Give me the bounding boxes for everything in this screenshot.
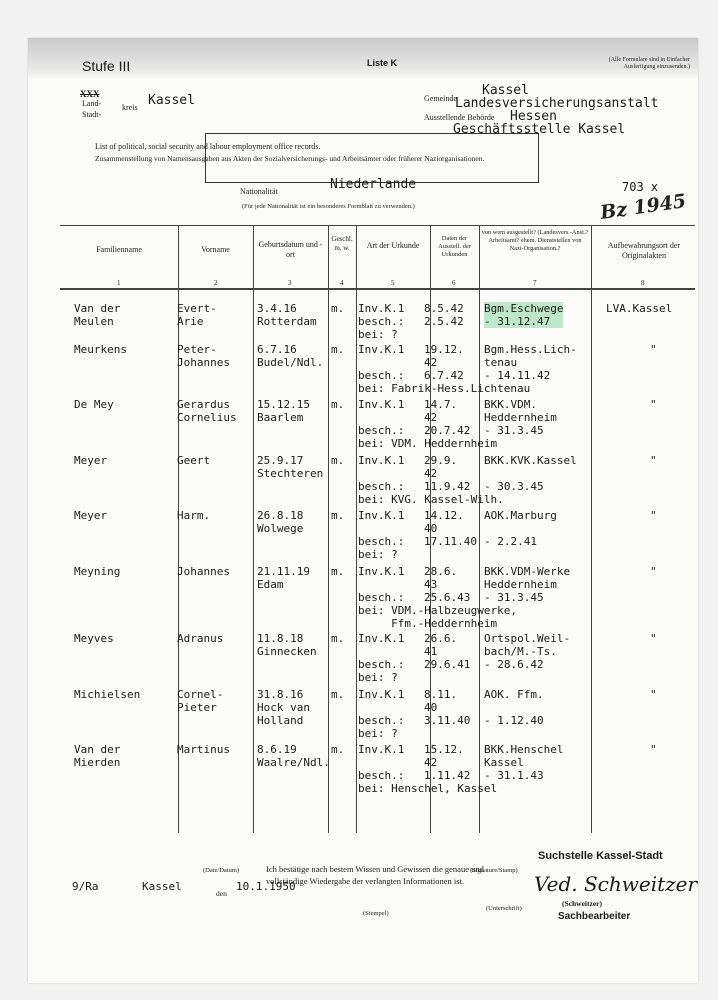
cell-familienname: Meyves xyxy=(74,632,114,645)
nationality-note: (Für jede Nationalität ist ein besonderes Formblatt zu verwenden.) xyxy=(242,203,415,210)
cell-art: Inv.K.1 besch.: bei: Henschel, Kassel xyxy=(358,743,498,795)
cell-aufbewahrungsort: " xyxy=(650,398,657,411)
cell-geschl: m. xyxy=(331,632,345,645)
col-divider-7 xyxy=(591,225,592,833)
cell-geschl: m. xyxy=(331,565,345,578)
title-english: List of political, social security and labour employment office records. xyxy=(95,142,321,151)
title-german: Zusammenstellung von Namensausgaben aus Akten der Sozialversicherungs- und Arbeitsämter oder früherer Naziorganisationen. xyxy=(95,154,485,163)
kreis-label: kreis xyxy=(122,103,138,112)
unterschrift-label: (Unterschrift) xyxy=(486,905,522,912)
cell-familienname: Meyer xyxy=(74,509,108,522)
stadt-label: Stadt- xyxy=(82,110,102,119)
cell-geburt: 26.8.18 Wolwege xyxy=(257,509,304,535)
cell-geschl: m. xyxy=(331,688,345,701)
col-divider-2 xyxy=(253,225,254,833)
col-header-von-wem: von wem ausgestellt? (Landesvers.-Anst.? Arbeitsamt? ehem. Dienststellen von Nazi-Organisation.? xyxy=(481,229,589,252)
cell-von-wem: BKK.VDM. Heddernheim - 31.3.45 xyxy=(484,398,557,437)
behoerde-line1: Landesversicherungsanstalt xyxy=(455,96,659,111)
cell-daten: 26.6. 41 29.6.41 xyxy=(424,632,471,671)
cell-aufbewahrungsort: " xyxy=(650,632,657,645)
gemeinde-value: Kassel xyxy=(482,83,529,98)
cell-daten: 14.7. 42 20.7.42 xyxy=(424,398,471,437)
cell-geschl: m. xyxy=(331,398,345,411)
cell-daten: 29.9. 42 11.9.42 xyxy=(424,454,471,493)
behoerde-label: Ausstellende Behörde xyxy=(424,113,495,122)
den-label: den xyxy=(216,889,227,898)
cell-aufbewahrungsort: LVA.Kassel xyxy=(606,302,673,315)
cell-aufbewahrungsort: " xyxy=(650,743,657,756)
cell-vorname: Adranus xyxy=(177,632,224,645)
cell-art: Inv.K.1 besch.: bei: VDM. Heddernheim xyxy=(358,398,498,450)
table-top-line xyxy=(60,225,695,226)
cell-familienname: Meyning xyxy=(74,565,121,578)
cell-vorname: Johannes xyxy=(177,565,230,578)
col-header-vorname: Vorname xyxy=(201,245,230,254)
cell-art: Inv.K.1 besch.: bei: VDM.-Halbzeugwerke, Ffm.-Heddernheim xyxy=(358,565,517,630)
cell-geburt: 8.6.19 Waalre/Ndl. xyxy=(257,743,330,769)
cell-vorname: Gerardus Cornelius xyxy=(177,398,237,424)
cell-familienname: De Mey xyxy=(74,398,114,411)
cell-vorname: Geert xyxy=(177,454,211,467)
cell-familienname: Van der Meulen xyxy=(74,302,121,328)
cell-aufbewahrungsort: " xyxy=(650,565,657,578)
col-header-familienname: Familienname xyxy=(96,245,142,254)
cell-von-wem: AOK. Ffm. - 1.12.40 xyxy=(484,688,544,727)
land-xxx: XXX xyxy=(80,89,100,99)
cell-geschl: m. xyxy=(331,454,345,467)
col-header-art: Art der Urkunde xyxy=(366,241,420,250)
cell-aufbewahrungsort: " xyxy=(650,509,657,522)
col-header-geburt: Geburtsdatum und -ort xyxy=(258,240,323,259)
cell-geburt: 3.4.16 Rotterdam xyxy=(257,302,317,328)
cell-von-wem: Bgm.Hess.Lich- tenau - 14.11.42 xyxy=(484,343,577,382)
cell-vorname: Martinus xyxy=(177,743,230,756)
cell-familienname: Michielsen xyxy=(74,688,141,701)
col-header-geschl: Geschl. m. w. xyxy=(331,235,353,252)
cell-von-wem: BKK.Henschel Kassel - 31.1.43 xyxy=(484,743,564,782)
date-label: (Date/Datum) xyxy=(203,867,240,874)
handwritten-signature: Ved. Schweitzer xyxy=(534,872,698,896)
confirmation-text: Ich bestätige nach bestem Wissen und Gewissen die genaue und vollständige Wiedergabe der verlangten Informationen ist. xyxy=(266,864,484,887)
cell-geburt: 25.9.17 Stechteren xyxy=(257,454,324,480)
cell-vorname: Peter- Johannes xyxy=(177,343,230,369)
cell-art: Inv.K.1 besch.: bei: KVG. Kassel-Wilh. xyxy=(358,454,504,506)
form-note: (Alle Formulare sind in Einfacher Ausfertigung einzusenden.) xyxy=(608,57,690,71)
cell-familienname: Van der Mierden xyxy=(74,743,121,769)
cell-geburt: 11.8.18 Ginnecken xyxy=(257,632,317,658)
date-value: 10.1.1950 xyxy=(236,880,296,893)
cell-aufbewahrungsort: " xyxy=(650,454,657,467)
cell-daten: 8.11. 40 3.11.40 xyxy=(424,688,471,727)
signature-label: (Signature/Stamp) xyxy=(470,867,518,874)
behoerde-line2: Hessen xyxy=(510,109,557,124)
cell-geschl: m. xyxy=(331,343,345,356)
col-number-1: 1 xyxy=(117,279,121,287)
cell-art: Inv.K.1 besch.: bei: ? xyxy=(358,509,405,561)
col-number-6: 6 xyxy=(452,279,456,287)
cell-art: Inv.K.1 besch.: bei: ? xyxy=(358,688,405,740)
col-number-5: 5 xyxy=(391,279,395,287)
cell-von-wem: AOK.Marburg - 2.2.41 xyxy=(484,509,557,548)
place-name: Kassel xyxy=(142,880,182,893)
stempel-label: (Stempel) xyxy=(363,910,389,917)
document-number: 703 x xyxy=(622,180,659,194)
cell-geschl: m. xyxy=(331,302,345,315)
cell-vorname: Evert- Arie xyxy=(177,302,217,328)
cell-vorname: Harm. xyxy=(177,509,211,522)
handwritten-mark: Bz 1945 xyxy=(598,190,688,224)
cell-geburt: 31.8.16 Hock van Holland xyxy=(257,688,310,727)
col-number-4: 4 xyxy=(340,279,344,287)
col-divider-6 xyxy=(479,225,480,833)
table-header-line xyxy=(60,288,695,290)
land-label: Land- xyxy=(82,99,102,108)
liste-label: Liste K xyxy=(367,58,398,68)
cell-geburt: 6.7.16 Budel/Ndl. xyxy=(257,343,324,369)
reference-number: 9/Ra xyxy=(72,880,99,893)
cell-geburt: 15.12.15 Baarlem xyxy=(257,398,310,424)
col-header-daten: Daten der Ausstell. der Urkunden xyxy=(438,235,471,259)
nationality-label: Nationalität xyxy=(240,187,278,196)
gemeinde-label: Gemeinde xyxy=(424,94,457,103)
cell-daten: 8.5.42 2.5.42 xyxy=(424,302,464,328)
cell-daten: 14.12. 40 17.11.40 xyxy=(424,509,477,548)
cell-daten: 28.6. 43 25.6.43 xyxy=(424,565,471,604)
cell-daten: 19.12. 42 6.7.42 xyxy=(424,343,464,382)
cell-geschl: m. xyxy=(331,743,345,756)
behoerde-line3: Geschäftsstelle Kassel xyxy=(453,122,626,137)
cell-vorname: Cornel- Pieter xyxy=(177,688,224,714)
col-divider-3 xyxy=(328,225,329,833)
col-header-aufbewahrungsort: Aufbewahrungsort der Originalakten xyxy=(607,241,681,260)
col-number-2: 2 xyxy=(214,279,218,287)
nationality-value: Niederlande xyxy=(330,177,417,192)
col-number-3: 3 xyxy=(288,279,292,287)
cell-familienname: Meyer xyxy=(74,454,108,467)
cell-familienname: Meurkens xyxy=(74,343,127,356)
cell-von-wem: BKK.VDM-Werke Heddernheim - 31.3.45 xyxy=(484,565,571,604)
stufe-label: Stufe III xyxy=(82,58,131,74)
sachbearbeiter-label: Sachbearbeiter xyxy=(558,911,631,922)
cell-art: Inv.K.1 besch.: bei: ? xyxy=(358,302,405,341)
nationality-box xyxy=(205,133,539,183)
cell-art: Inv.K.1 besch.: bei: Fabrik-Hess.Lichtenau xyxy=(358,343,531,395)
cell-aufbewahrungsort: " xyxy=(650,343,657,356)
cell-art: Inv.K.1 besch.: bei: ? xyxy=(358,632,405,684)
kreis-value: Kassel xyxy=(148,93,195,108)
col-number-7: 7 xyxy=(533,279,537,287)
cell-von-wem-highlighted: Bgm.Eschwege - 31.12.47 xyxy=(484,302,564,328)
col-number-8: 8 xyxy=(641,279,645,287)
schweitzer-name: (Schweitzer) xyxy=(562,899,602,908)
cell-von-wem: BKK.KVK.Kassel - 30.3.45 xyxy=(484,454,577,493)
cell-geschl: m. xyxy=(331,509,345,522)
cell-aufbewahrungsort: " xyxy=(650,688,657,701)
suchstelle-stamp: Suchstelle Kassel-Stadt xyxy=(538,850,663,862)
cell-daten: 15.12. 42 1.11.42 xyxy=(424,743,471,782)
cell-geburt: 21.11.19 Edam xyxy=(257,565,310,591)
cell-von-wem: Ortspol.Weil- bach/M.-Ts. - 28.6.42 xyxy=(484,632,571,671)
